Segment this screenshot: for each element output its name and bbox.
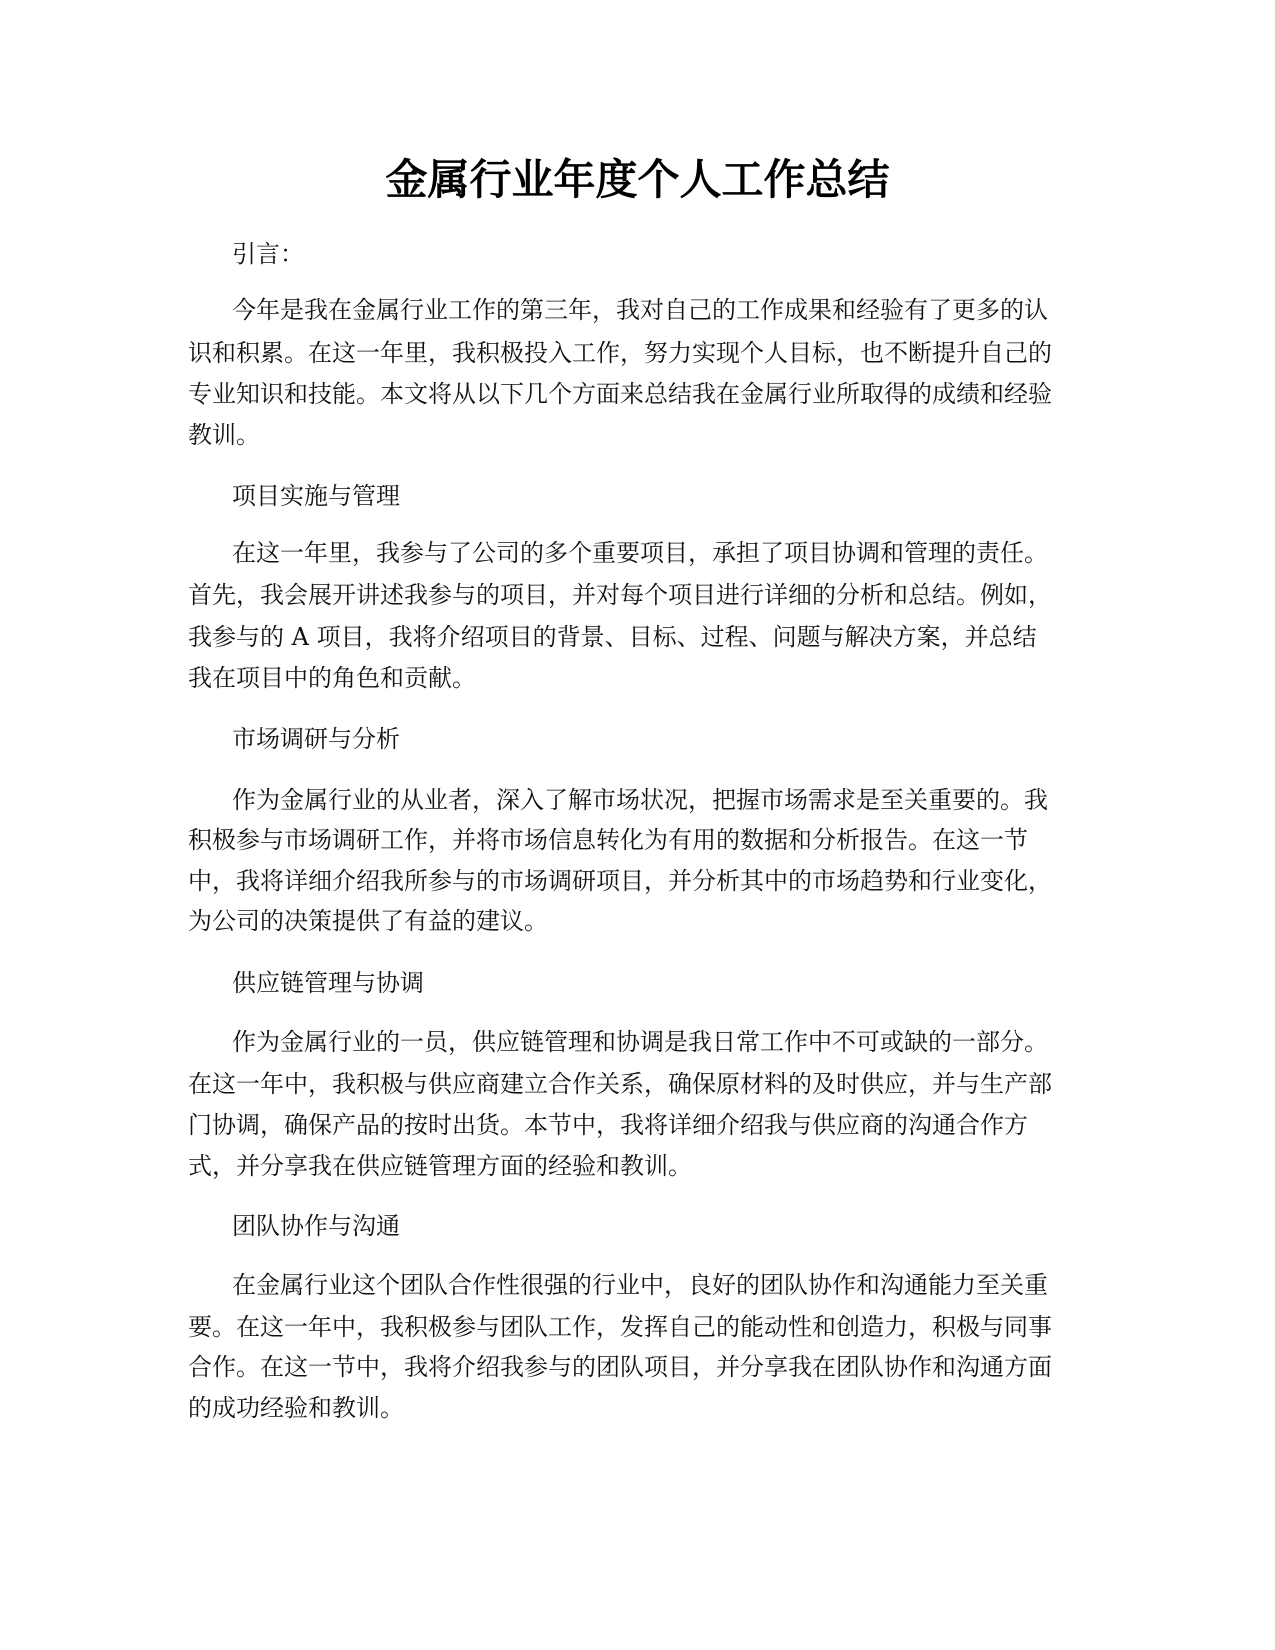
paragraph-line: 式，并分享我在供应链管理方面的经验和教训。 [188,1152,692,1180]
paragraph-line: 我参与的 A 项目，我将介绍项目的背景、目标、过程、问题与解决方案，并总结 [188,623,1037,651]
paragraph-line: 识和积累。在这一年里，我积极投入工作，努力实现个人目标，也不断提升自己的 [188,339,1052,367]
paragraph-line: 作为金属行业的一员，供应链管理和协调是我日常工作中不可或缺的一部分。 [232,1028,1048,1056]
paragraph-line: 要。在这一年中，我积极参与团队工作，发挥自己的能动性和创造力，积极与同事 [188,1313,1052,1341]
paragraph-line: 专业知识和技能。本文将从以下几个方面来总结我在金属行业所取得的成绩和经验 [188,380,1052,408]
paragraph-line: 我在项目中的角色和贡献。 [188,664,476,692]
paragraph-line: 今年是我在金属行业工作的第三年，我对自己的工作成果和经验有了更多的认 [232,296,1048,324]
paragraph-line: 的成功经验和教训。 [188,1394,404,1422]
paragraph-line: 教训。 [188,421,260,449]
paragraph-line: 在这一年中，我积极与供应商建立合作关系，确保原材料的及时供应，并与生产部 [188,1070,1052,1098]
section-heading-supply-chain: 供应链管理与协调 [232,969,424,997]
paragraph-line: 合作。在这一节中，我将介绍我参与的团队项目，并分享我在团队协作和沟通方面 [188,1353,1052,1381]
paragraph-line: 为公司的决策提供了有益的建议。 [188,907,548,935]
document-title: 金属行业年度个人工作总结 [385,155,890,204]
section-heading-market: 市场调研与分析 [232,725,400,753]
section-heading-teamwork: 团队协作与沟通 [232,1212,400,1240]
paragraph-line: 作为金属行业的从业者，深入了解市场状况，把握市场需求是至关重要的。我 [232,786,1048,814]
paragraph-line: 积极参与市场调研工作，并将市场信息转化为有用的数据和分析报告。在这一节 [188,826,1028,854]
section-heading-intro: 引言： [232,240,304,268]
paragraph-line: 门协调，确保产品的按时出货。本节中，我将详细介绍我与供应商的沟通合作方 [188,1111,1028,1139]
paragraph-line: 首先，我会展开讲述我参与的项目，并对每个项目进行详细的分析和总结。例如， [188,581,1052,609]
section-heading-project: 项目实施与管理 [232,482,400,510]
paragraph-line: 在这一年里，我参与了公司的多个重要项目，承担了项目协调和管理的责任。 [232,539,1048,567]
paragraph-line: 在金属行业这个团队合作性很强的行业中，良好的团队协作和沟通能力至关重 [232,1271,1048,1299]
paragraph-line: 中，我将详细介绍我所参与的市场调研项目，并分析其中的市场趋势和行业变化， [188,867,1052,895]
